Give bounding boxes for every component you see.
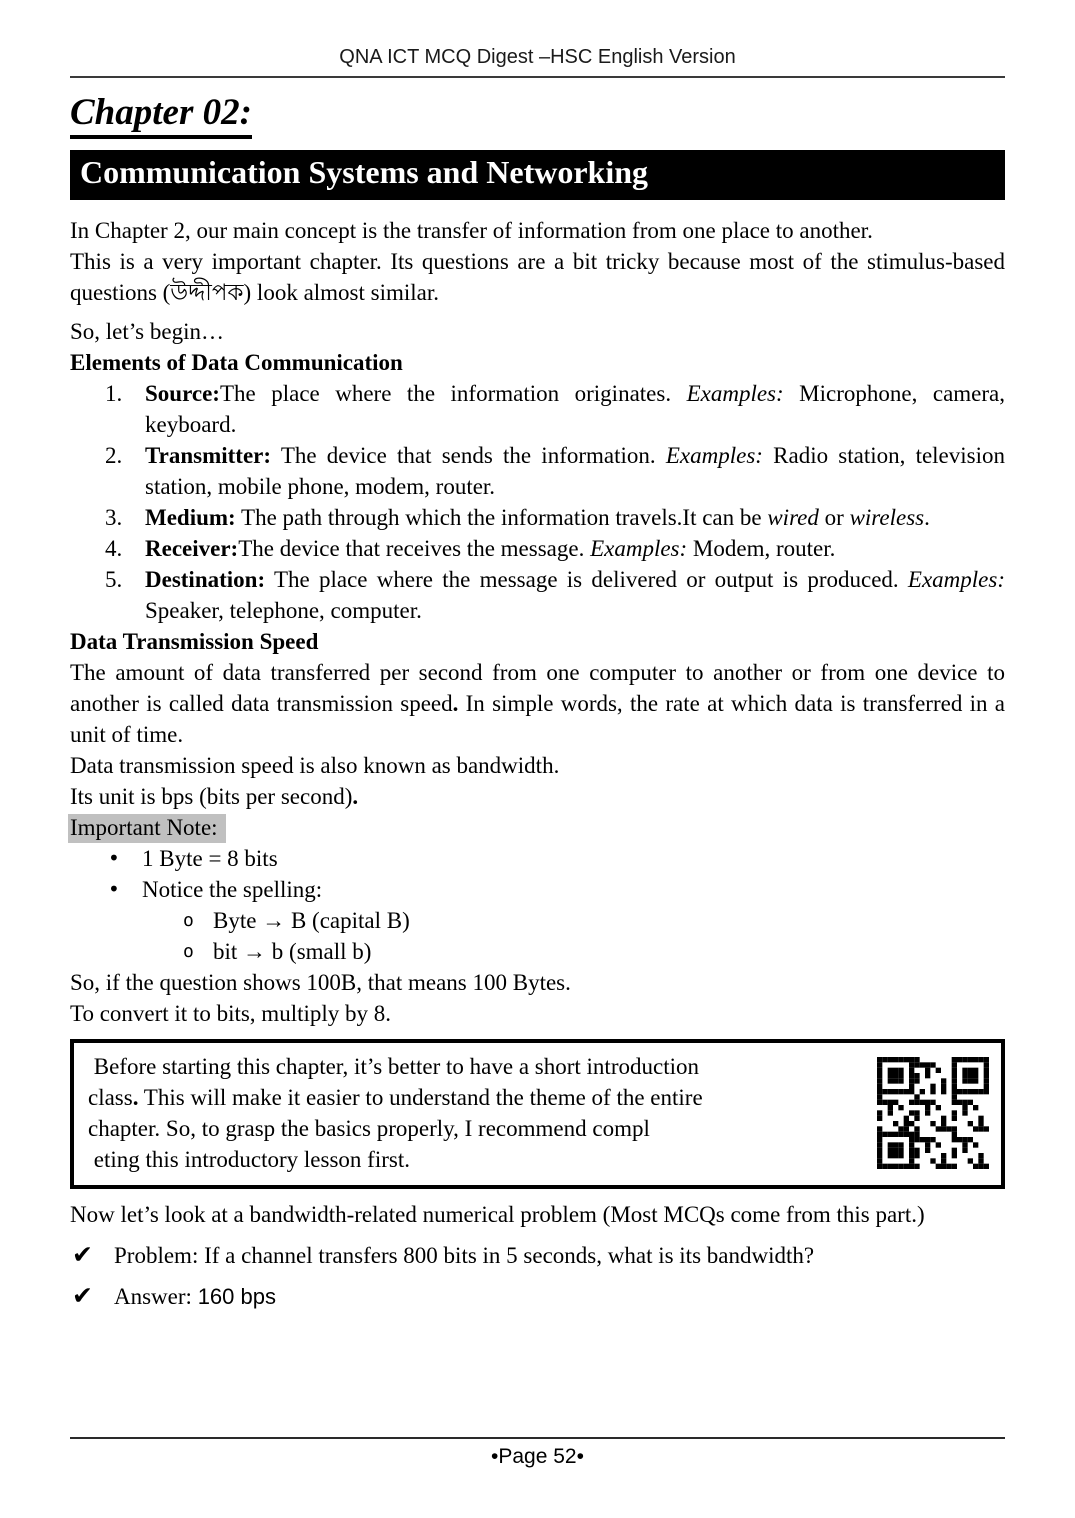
bullet-item-byte: • 1 Byte = 8 bits — [70, 843, 1005, 874]
note-conclusion-2: To convert it to bits, multiply by 8. — [70, 1001, 392, 1026]
list-number: 2. — [105, 443, 123, 468]
speed-paragraph-1: The amount of data transferred per second from one computer to another or from one device to another is called data transmission speed. In simple words, the rate at which data is transferred in a unit of time. — [70, 660, 1005, 747]
header-rule — [70, 76, 1005, 78]
note-bullet-list — [70, 843, 1005, 967]
speed-paragraph-3: Its unit is bps (bits per second). — [70, 784, 359, 809]
answer-text: Answer: 160 bps — [114, 1284, 276, 1309]
elements-heading: Elements of Data Communication — [70, 350, 403, 375]
chapter-title: Chapter 02: — [70, 91, 1005, 135]
list-item-medium: 3. Medium: The path through which the information travels.It can be wired or wireless. — [70, 502, 1005, 533]
problem-row — [70, 1239, 1005, 1271]
intro-box-text: Before starting this chapter, it’s better to have a short introduction class. This will make it easier to understand the theme of the entire chapter. So, to grasp the basics properly, I recommend compl eting this introductory lesson first. — [88, 1054, 703, 1172]
list-item-receiver: 4. Receiver:The device that receives the message. Examples: Modem, router. — [70, 533, 1005, 564]
check-icon: ✔ — [72, 1240, 93, 1269]
list-item-destination: 5. Destination: The place where the message is delivered or output is produced. Examples: Speaker, telephone, computer. — [70, 564, 1005, 626]
intro-paragraph-2: This is a very important chapter. Its questions are a bit tricky because most of the stimulus-based questions (উদ্দীপক) look almost similar. — [70, 249, 1005, 305]
intro-paragraph-1: In Chapter 2, our main concept is the transfer of information from one place to another. — [70, 218, 873, 243]
page-header — [70, 44, 1005, 78]
important-note-label — [70, 812, 1005, 843]
note-conclusion-1: So, if the question shows 100B, that means 100 Bytes. — [70, 970, 571, 995]
sub-bullet-item-small-b: o bit → b (small b) — [70, 936, 1005, 967]
bandwidth-intro: Now let’s look at a bandwidth-related numerical problem (Most MCQs come from this part.) — [70, 1202, 925, 1227]
list-number: 4. — [105, 536, 123, 561]
elements-list — [70, 378, 1005, 626]
sub-bullet-item-capital-b: o Byte → B (capital B) — [70, 905, 1005, 936]
list-number: 5. — [105, 567, 123, 592]
header-title: QNA ICT MCQ Digest –HSC English Version — [339, 46, 736, 68]
bullet-item-spelling: • Notice the spelling: — [70, 874, 1005, 905]
list-number: 3. — [105, 505, 123, 530]
circle-bullet-icon: o — [183, 910, 194, 931]
bullet-icon: • — [108, 877, 120, 901]
qr-code-image — [877, 1057, 989, 1169]
intro-paragraph-3: So, let’s begin… — [70, 319, 224, 344]
intro-recommendation-box — [70, 1039, 1005, 1189]
page-number: •Page 52• — [491, 1445, 584, 1468]
highlighted-text: Important Note: — [68, 814, 226, 843]
answer-value: 160 bps — [197, 1284, 276, 1309]
list-number: 1. — [105, 381, 123, 406]
chapter-banner: Communication Systems and Networking — [70, 150, 1005, 200]
circle-bullet-icon: o — [183, 941, 194, 962]
list-item-source: 1. Source:The place where the information originates. Examples: Microphone, camera, keyboard. — [70, 378, 1005, 440]
speed-heading: Data Transmission Speed — [70, 629, 319, 654]
footer-rule — [70, 1437, 1005, 1439]
problem-text: Problem: If a channel transfers 800 bits in 5 seconds, what is its bandwidth? — [114, 1243, 815, 1268]
check-icon: ✔ — [72, 1281, 93, 1310]
page-footer — [70, 1437, 1005, 1470]
speed-paragraph-2: Data transmission speed is also known as bandwidth. — [70, 753, 560, 778]
bullet-icon: • — [108, 846, 120, 870]
list-item-transmitter: 2. Transmitter: The device that sends the information. Examples: Radio station, television station, mobile phone, modem, router. — [70, 440, 1005, 502]
answer-row — [70, 1280, 1005, 1312]
